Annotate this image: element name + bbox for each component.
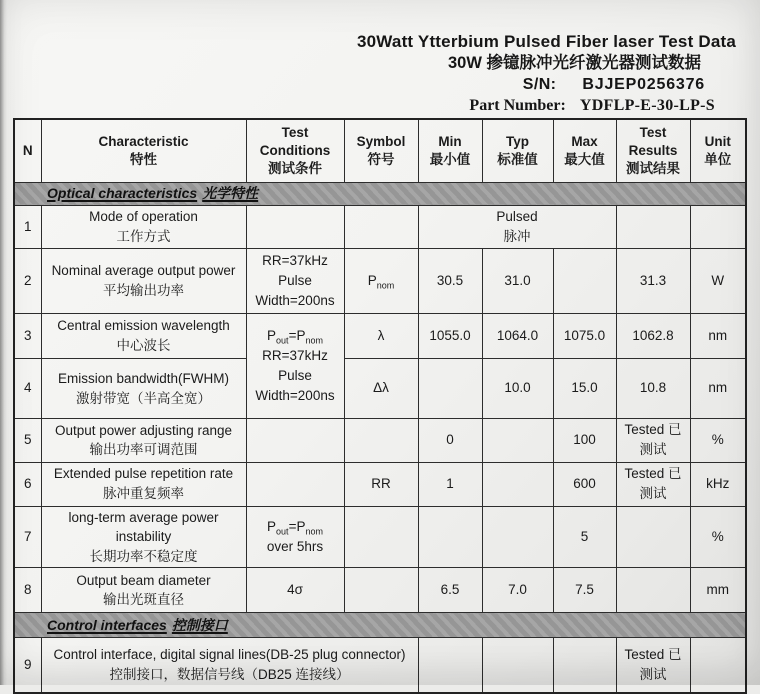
- section-bar-optical: [14, 182, 746, 205]
- value-cell-pulsed: Pulsed 脉冲: [418, 205, 616, 249]
- test-conditions-cell: [246, 462, 344, 506]
- unit-cell: nm: [690, 314, 746, 359]
- col-header-characteristic: Characteristic 特性: [41, 119, 246, 182]
- serial-number-value: BJJEP0256376: [582, 76, 705, 93]
- result-cell: 31.3: [616, 249, 690, 314]
- characteristic-cell: long-term average power instability 长期功率不稳定度: [41, 506, 246, 568]
- test-conditions-cell: [246, 419, 344, 463]
- col-header-test-results: Test Results 测试结果: [616, 119, 690, 182]
- col-header-max: Max 最大值: [553, 119, 616, 182]
- result-cell: 1062.8: [616, 314, 690, 359]
- characteristic-cell: Output power adjusting range 输出功率可调范围: [41, 419, 246, 463]
- part-number-value: YDFLP-E-30-LP-S: [579, 97, 715, 114]
- section-row-optical: [14, 182, 746, 205]
- symbol-cell: $P_{nom}$: [344, 249, 418, 314]
- document-header: [0, 31, 760, 116]
- row-number: 4: [14, 359, 41, 419]
- max-cell: [553, 249, 616, 314]
- table-row-3: [14, 314, 746, 359]
- symbol-cell: [344, 419, 418, 463]
- typ-cell: 7.0: [482, 568, 553, 613]
- row-number: 1: [14, 205, 41, 249]
- result-cell: [616, 205, 690, 249]
- row-number: 5: [14, 419, 41, 463]
- test-conditions-cell: RR=37kHz Pulse Width=200ns: [246, 249, 344, 314]
- document-title-zh: 30W 掺镱脉冲光纤激光器测试数据: [447, 54, 701, 72]
- table-row-6: [14, 462, 746, 506]
- test-conditions-cell-merged: $P_{out}=P_{nom}$ RR=37kHz Pulse Width=200ns: [246, 314, 344, 419]
- table-row-5: [14, 419, 746, 463]
- col-header-unit: Unit 单位: [690, 119, 746, 182]
- symbol-cell: [344, 506, 418, 568]
- characteristic-cell: Emission bandwidth(FWHM) 激射带宽（半高全宽）: [41, 359, 246, 419]
- result-cell: [616, 506, 690, 568]
- col-header-test-conditions: Test Conditions 测试条件: [246, 119, 344, 182]
- min-cell: [418, 506, 482, 568]
- col-header-symbol: Symbol 符号: [344, 119, 418, 182]
- section-title-optical: Optical characteristics 光学特性: [47, 184, 259, 201]
- typ-cell: [482, 462, 553, 506]
- serial-number-label: S/N:: [522, 76, 557, 93]
- document-title-en: 30Watt Ytterbium Pulsed Fiber laser Test Data: [356, 32, 736, 51]
- typ-cell: 1064.0: [482, 314, 553, 359]
- test-conditions-cell: $P_{out}=P_{nom}$ over 5hrs: [246, 506, 344, 568]
- test-conditions-cell: [246, 205, 344, 249]
- min-cell: 1: [418, 462, 482, 506]
- part-number-label: Part Number:: [469, 97, 566, 114]
- table-header-row: [14, 119, 746, 182]
- row-number: 6: [14, 462, 41, 506]
- max-cell: 1075.0: [553, 314, 616, 359]
- symbol-cell: [344, 568, 418, 613]
- characteristic-cell: Output beam diameter 输出光斑直径: [41, 568, 246, 613]
- min-cell: [418, 359, 482, 419]
- typ-cell: [482, 419, 553, 463]
- typ-cell: [482, 638, 553, 693]
- max-cell: 600: [553, 462, 616, 506]
- symbol-cell: λ: [344, 314, 418, 359]
- row-number: 9: [14, 638, 41, 693]
- col-header-min: Min 最小值: [418, 119, 482, 182]
- symbol-cell: RR: [344, 462, 418, 506]
- result-cell: 10.8: [616, 359, 690, 419]
- typ-cell: 31.0: [482, 249, 553, 314]
- characteristic-cell: Extended pulse repetition rate 脉冲重复频率: [41, 462, 246, 506]
- table-row-8: [14, 568, 746, 613]
- typ-cell: [482, 506, 553, 568]
- test-conditions-cell: 4σ: [246, 568, 344, 613]
- result-cell: Tested 已 测试: [616, 462, 690, 506]
- max-cell: 7.5: [553, 568, 616, 613]
- unit-cell: [690, 205, 746, 249]
- serial-number-line: [0, 74, 705, 95]
- min-cell: 30.5: [418, 249, 482, 314]
- symbol-cell: [344, 205, 418, 249]
- result-cell: Tested 已 测试: [616, 638, 690, 693]
- min-cell: 0: [418, 419, 482, 463]
- unit-cell: [690, 638, 746, 693]
- table-row-1: [14, 205, 746, 249]
- min-cell: 1055.0: [418, 314, 482, 359]
- max-cell: 100: [553, 419, 616, 463]
- unit-cell: %: [690, 506, 746, 568]
- min-cell: 6.5: [418, 568, 482, 613]
- row-number: 8: [14, 568, 41, 613]
- table-row-7: [14, 506, 746, 568]
- typ-cell: 10.0: [482, 359, 553, 419]
- row-number: 7: [14, 506, 41, 568]
- unit-cell: nm: [690, 359, 746, 419]
- unit-cell: mm: [690, 568, 746, 613]
- characteristic-cell-merged: Control interface, digital signal lines(DB-25 plug connector) 控制接口，数据信号线（DB25 连接线）: [41, 638, 418, 693]
- characteristic-cell: Mode of operation 工作方式: [41, 205, 246, 249]
- section-title-control: Control interfaces 控制接口: [47, 616, 228, 633]
- symbol-cell: Δλ: [344, 359, 418, 419]
- table-row-2: [14, 249, 746, 314]
- part-number-line: [0, 95, 715, 116]
- row-number: 2: [14, 249, 41, 314]
- max-cell: 5: [553, 506, 616, 568]
- max-cell: [553, 638, 616, 693]
- table-row-9: [14, 638, 746, 693]
- row-number: 3: [14, 314, 41, 359]
- characteristic-cell: Nominal average output power 平均输出功率: [41, 249, 246, 314]
- min-cell: [418, 638, 482, 693]
- col-header-typ: Typ 标准值: [482, 119, 553, 182]
- section-bar-control: [14, 613, 746, 638]
- col-header-n: N: [14, 119, 41, 182]
- characteristic-cell: Central emission wavelength 中心波长: [41, 314, 246, 359]
- table-row-4: [14, 359, 746, 419]
- section-row-control: [14, 613, 746, 638]
- result-cell: Tested 已 测试: [616, 419, 690, 463]
- max-cell: 15.0: [553, 359, 616, 419]
- unit-cell: %: [690, 419, 746, 463]
- result-cell: [616, 568, 690, 613]
- unit-cell: W: [690, 249, 746, 314]
- test-data-table: [13, 118, 747, 694]
- unit-cell: kHz: [690, 462, 746, 506]
